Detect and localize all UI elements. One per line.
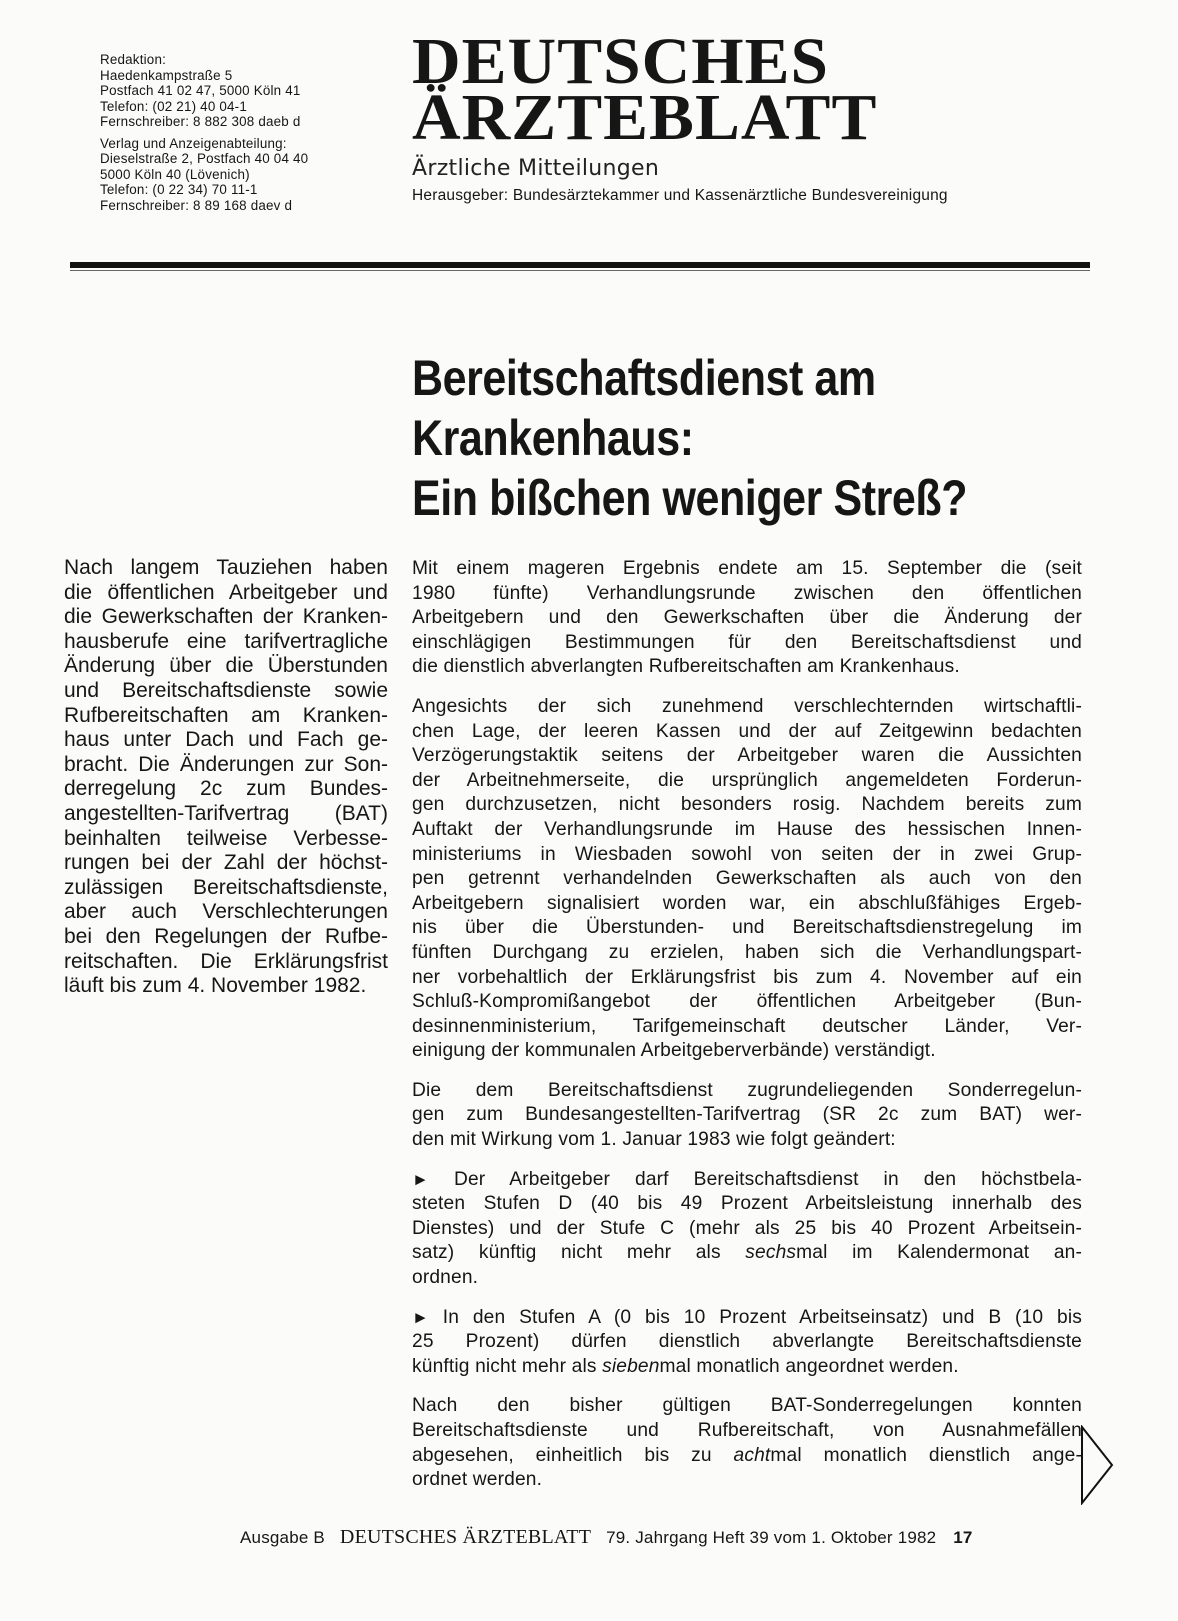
masthead-rule-thin <box>70 270 1090 271</box>
address-line: Telefon: (02 21) 40 04-1 <box>100 98 247 114</box>
lead-line: angestellten-Tarifvertrag (BAT) <box>64 801 388 825</box>
body-line <box>412 1355 1082 1380</box>
body-line: Angesichts der sich zunehmend verschlechternden wirtschaftli- <box>412 695 1082 717</box>
paragraph-1 <box>412 557 1082 680</box>
address-line: Fernschreiber: 8 882 308 daeb d <box>100 114 301 129</box>
body-line: Bereitschaftsdienste und Rufbereitschaft, von Ausnahmefällen <box>412 1420 1082 1441</box>
text-run: mal monatlich angeordnet werden. <box>659 1355 959 1377</box>
lead-line: aber auch Verschlechterungen <box>64 900 388 924</box>
bullet-item-2 <box>412 1306 1082 1380</box>
lead-line: bei den Regelungen der Rufbe- <box>64 924 388 948</box>
body-line: Schluß-Kompromißangebot der öffentlichen Arbeitgeber (Bun- <box>412 991 1082 1013</box>
body-line: 1980 fünfte) Verhandlungsrunde zwischen den öffentlichen <box>412 582 1082 604</box>
lead-line: läuft bis zum 4. November 1982. <box>64 974 367 998</box>
footer-masthead: DEUTSCHES ÄRZTEBLATT <box>339 1526 592 1548</box>
body-line: ministeriums in Wiesbaden sowohl von seiten der in zwei Grup- <box>412 843 1082 865</box>
lead-line: derregelung 2c zum Bundes- <box>64 777 388 801</box>
paragraph-2 <box>412 695 1082 1064</box>
emphasis: sieben <box>602 1355 660 1377</box>
body-line: gen durchzusetzen, nicht besonders rosig. Nachdem bereits zum <box>412 794 1082 816</box>
lead-line: und Bereitschaftsdienste sowie <box>64 678 388 702</box>
lead-line: die Gewerkschaften der Kranken- <box>64 605 388 629</box>
verlag-address <box>100 136 400 214</box>
address-line: Postfach 41 02 47, 5000 Köln 41 <box>100 83 301 98</box>
redaktion-contact-block <box>100 52 400 213</box>
article-headline <box>412 348 997 528</box>
body-line: Mit einem mageren Ergebnis endete am 15. September die (seit <box>412 558 1082 579</box>
text-run: satz) künftig nicht mehr als <box>412 1242 746 1264</box>
body-line: der Arbeitnehmerseite, die ursprünglich angemeldeten Forderun- <box>412 769 1082 791</box>
bullet-arrow-icon: ► <box>412 1307 429 1327</box>
masthead-subtitle: Ärztliche Mitteilungen <box>412 156 660 181</box>
lead-line: Rufbereitschaften am Kranken- <box>64 703 388 727</box>
body-line: pen getrennt verhandelnden Gewerkschaften als auch von den <box>412 868 1082 890</box>
continue-arrow-icon <box>1080 1425 1114 1505</box>
lead-line: beinhalten teilweise Verbesse- <box>64 826 388 850</box>
headline-line: Krankenhaus: <box>412 410 694 466</box>
body-line <box>412 1444 1082 1469</box>
emphasis: sechs <box>745 1242 797 1264</box>
masthead-publisher: Herausgeber: Bundesärztekammer und Kassenärztliche Bundesvereinigung <box>412 187 948 204</box>
lead-line: Änderung über die Überstunden <box>64 654 388 678</box>
footer-issue: 79. Jahrgang Heft 39 vom 1. Oktober 1982 <box>606 1528 937 1547</box>
page-footer <box>240 1526 1080 1549</box>
lead-line: haus unter Dach und Fach ge- <box>64 728 388 752</box>
body-line: steten Stufen D (40 bis 49 Prozent Arbeitsleistung innerhalb des <box>412 1193 1082 1215</box>
address-line: Dieselstraße 2, Postfach 40 04 40 <box>100 151 309 166</box>
body-line: Auftakt der Verhandlungsrunde im Hause des hessischen Innen- <box>412 818 1082 840</box>
body-line: chen Lage, der leeren Kassen und der auf Zeitgewinn bedachten <box>412 720 1082 742</box>
body-line: ordnen. <box>412 1267 479 1289</box>
body-line: die dienstlich abverlangten Rufbereitschaften am Krankenhaus. <box>412 656 960 678</box>
address-line: Fernschreiber: 8 89 168 daev d <box>100 197 293 213</box>
body-line: ner vorbehaltlich der Erklärungsfrist bis zum 4. November auf ein <box>412 966 1082 988</box>
address-line: Telefon: (0 22 34) 70 11-1 <box>100 182 258 197</box>
text-run: künftig nicht mehr als <box>412 1355 603 1377</box>
lead-line: Nach langem Tauziehen haben <box>64 556 388 579</box>
body-line: Arbeitgebern signalisiert worden war, ein abschlußfähiges Ergeb- <box>412 892 1082 914</box>
masthead <box>412 25 1092 205</box>
lead-line: die öffentlichen Arbeitgeber und <box>64 580 388 604</box>
body-line: desinnenministerium, Tarifgemeinschaft deutscher Länder, Ver- <box>412 1015 1082 1037</box>
bullet-arrow-icon: ► <box>412 1169 429 1189</box>
body-line: den mit Wirkung vom 1. Januar 1983 wie folgt geändert: <box>412 1129 896 1151</box>
lead-line: zulässigen Bereitschaftsdienste, <box>64 875 388 899</box>
body-line <box>412 1306 1082 1331</box>
address-line: Verlag und Anzeigenabteilung: <box>100 135 287 151</box>
address-line: Redaktion: <box>100 52 167 67</box>
masthead-rule <box>70 262 1090 268</box>
body-line: Nach den bisher gültigen BAT-Sonderregelungen konnten <box>412 1395 1082 1417</box>
body-line: einschlägigen Bestimmungen für den Bereitschaftsdienst und <box>412 631 1082 653</box>
body-line: fünften Durchgang zu erzielen, haben sich die Verhandlungspart- <box>412 941 1082 963</box>
masthead-title-line2: ÄRZTEBLATT <box>412 81 878 154</box>
lead-line: bracht. Die Änderungen zur Son- <box>64 752 388 776</box>
bullet-item-1 <box>412 1168 1082 1291</box>
body-line: nis über die Überstunden- und Bereitschaftsdienstregelung im <box>412 917 1082 939</box>
paragraph-4 <box>412 1394 1082 1492</box>
article-lead <box>64 556 388 999</box>
body-line: ordnet werden. <box>412 1469 543 1491</box>
redaktion-address <box>100 52 400 130</box>
headline-line: Bereitschaftsdienst am <box>412 350 876 406</box>
body-line <box>412 1241 1082 1266</box>
address-line: 5000 Köln 40 (Lövenich) <box>100 166 250 182</box>
headline-line: Ein bißchen weniger Streß? <box>412 470 968 526</box>
address-line: Haedenkampstraße 5 <box>100 67 233 83</box>
body-line: Dienstes) und der Stufe C (mehr als 25 bis 40 Prozent Arbeitsein- <box>412 1217 1082 1239</box>
body-line: gen zum Bundesangestellten-Tarifvertrag (SR 2c zum BAT) wer- <box>412 1104 1082 1126</box>
bullet-text: Der Arbeitgeber darf Bereitschaftsdienst in den höchstbela- <box>428 1168 1082 1190</box>
text-run: mal monatlich dienstlich ange- <box>770 1444 1082 1466</box>
lead-line: rungen bei der Zahl der höchst- <box>64 851 388 875</box>
body-line: Verzögerungstaktik seitens der Arbeitgeber waren die Aussichten <box>412 745 1082 767</box>
text-run: mal im Kalendermonat an- <box>796 1242 1083 1264</box>
paragraph-3 <box>412 1079 1082 1153</box>
article-body <box>412 557 1082 1508</box>
body-line: Arbeitgebern und den Gewerkschaften über die Änderung der <box>412 607 1082 629</box>
lead-line: hausberufe eine tarifvertragliche <box>64 629 388 653</box>
footer-edition: Ausgabe B <box>240 1528 325 1547</box>
body-line: Die dem Bereitschaftsdienst zugrundeliegenden Sonderregelun- <box>412 1079 1082 1101</box>
page-number: 17 <box>953 1528 973 1547</box>
body-line <box>412 1168 1082 1193</box>
masthead-title-line1: DEUTSCHES <box>412 25 829 98</box>
lead-line: reitschaften. Die Erklärungsfrist <box>64 949 388 973</box>
bullet-text: In den Stufen A (0 bis 10 Prozent Arbeitseinsatz) und B (10 bis <box>428 1306 1082 1328</box>
body-line: einigung der kommunalen Arbeitgeberverbände) verständigt. <box>412 1040 936 1062</box>
emphasis: acht <box>733 1444 771 1466</box>
body-line: 25 Prozent) dürfen dienstlich abverlangte Bereitschaftsdienste <box>412 1331 1082 1353</box>
text-run: abgesehen, einheitlich bis zu <box>412 1444 734 1466</box>
